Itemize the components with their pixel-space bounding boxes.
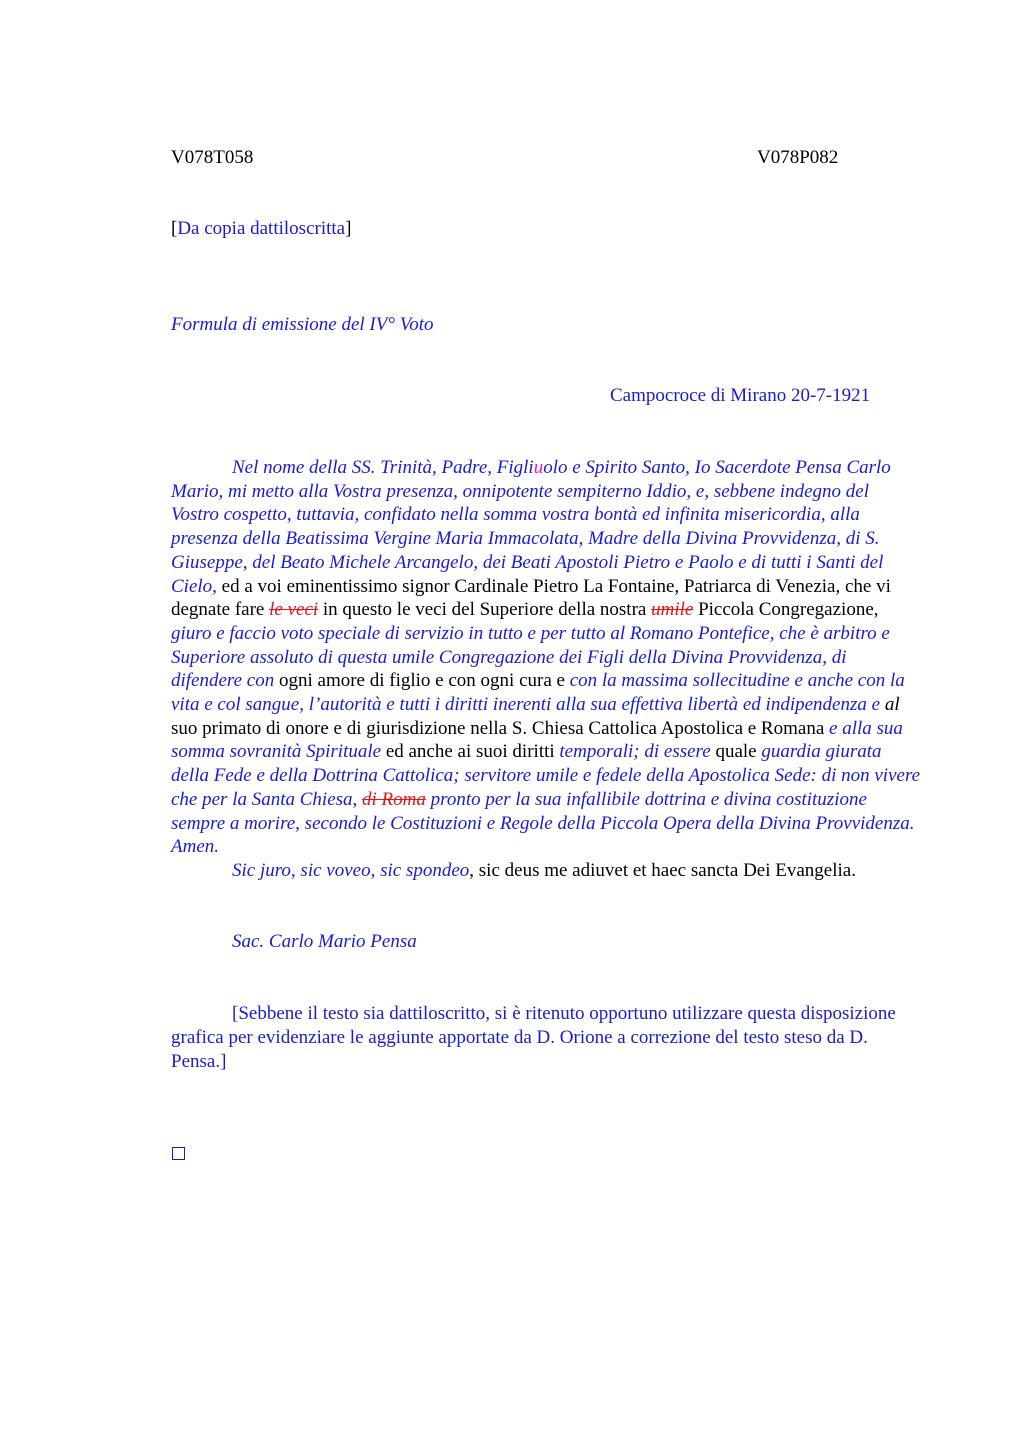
added-text: Nel nome della SS. Trinità, Padre, Figli bbox=[232, 457, 534, 478]
deleted-text: umile bbox=[651, 599, 694, 621]
added-text: Sic juro, sic voveo, sic spondeo bbox=[232, 859, 470, 881]
editor-note bbox=[171, 1002, 916, 1074]
signature: Sac. Carlo Mario Pensa bbox=[232, 931, 417, 952]
source-note-text: Da copia dattiloscritta bbox=[177, 218, 346, 239]
added-text: con la massima sollecitudine e anche con la vita e col sangue, l’autorità e tutti i diritti inerenti alla sua effettiva libertà ed indipendenza e bbox=[171, 670, 905, 716]
added-text: e alla sua somma sovranità Spirituale bbox=[171, 717, 903, 763]
square-icon bbox=[172, 1147, 185, 1160]
document-code-right: V078P082 bbox=[757, 147, 839, 168]
added-text: guardia giurata della Fede e della Dottrina Cattolica; servitore umile e fedele della Apostolica Sede: di non vivere che per la Santa Chiesa, bbox=[171, 741, 921, 810]
typed-text: ed a voi eminentissimo signor Cardinale Pietro La Fontaine, Patriarca di Venezia, che vi degnate fare bbox=[171, 575, 891, 621]
oath-line bbox=[171, 859, 921, 883]
source-note bbox=[171, 218, 351, 240]
source-note-close-bracket: ] bbox=[345, 218, 352, 239]
deleted-text: di Roma bbox=[362, 788, 426, 810]
typed-text: suo primato di onore e di giurisdizione nella S. Chiesa Cattolica Apostolica e Romana bbox=[171, 717, 830, 739]
typed-text: , sic deus me adiuvet et haec sancta Dei Evangelia. bbox=[469, 859, 856, 881]
deleted-text: le veci bbox=[269, 599, 319, 621]
typed-text: Piccola Congregazione, bbox=[693, 599, 879, 621]
vow-paragraph bbox=[171, 456, 921, 859]
document-title: Formula di emissione del IV° Voto bbox=[171, 314, 434, 335]
typed-text: in questo le veci del Superiore della nostra bbox=[318, 599, 652, 621]
inserted-letter: u bbox=[533, 457, 544, 478]
typed-text-italic: al bbox=[884, 694, 900, 716]
place-date-line: Campocroce di Mirano 20-7-1921 bbox=[610, 385, 871, 406]
typed-text: ed anche ai suoi diritti bbox=[381, 741, 560, 763]
added-text: olo e Spirito Santo, Io Sacerdote Pensa Carlo Mario, mi metto alla Vostra presenza, onnipotente sempiterno Iddio, e, sebbene indegno del Vostro cospetto, tuttavia, confidato nella somma vostra bontà ed infinita misericordia, alla presenza della Beatissima Vergine Maria Immacolata, Madre della Divina Provvidenza, di S. Giuseppe, del Beato Michele Arcangelo, dei Beati Apostoli Pietro e Paolo e di tutti i Santi del Cielo, bbox=[171, 457, 891, 597]
added-text: temporali; di essere bbox=[559, 741, 711, 763]
typed-text: quale bbox=[710, 741, 762, 763]
document-code-left: V078T058 bbox=[171, 147, 254, 168]
added-text: giuro e faccio voto speciale di servizio in tutto e per tutto al Romano Pontefice, che è arbitro e Superiore assoluto di questa umile Congregazione dei Figli della Divina Provvidenza, di difendere con bbox=[171, 622, 890, 692]
typed-text: ogni amore di figlio e con ogni cura e bbox=[274, 670, 570, 692]
added-text: pronto per la sua infallibile dottrina e divina costituzione sempre a morire, secondo le Costituzioni e Regole della Piccola Opera della Divina Provvidenza. Amen. bbox=[171, 788, 915, 858]
vow-formula-body bbox=[171, 456, 921, 883]
source-note-open-bracket: [ bbox=[171, 218, 178, 239]
editor-note-text: [Sebbene il testo sia dattiloscritto, si è ritenuto opportuno utilizzare questa disposizione grafica per evidenziare le aggiunte apportate da D. Orione a correzione del testo steso da D. Pensa.] bbox=[171, 1003, 896, 1072]
